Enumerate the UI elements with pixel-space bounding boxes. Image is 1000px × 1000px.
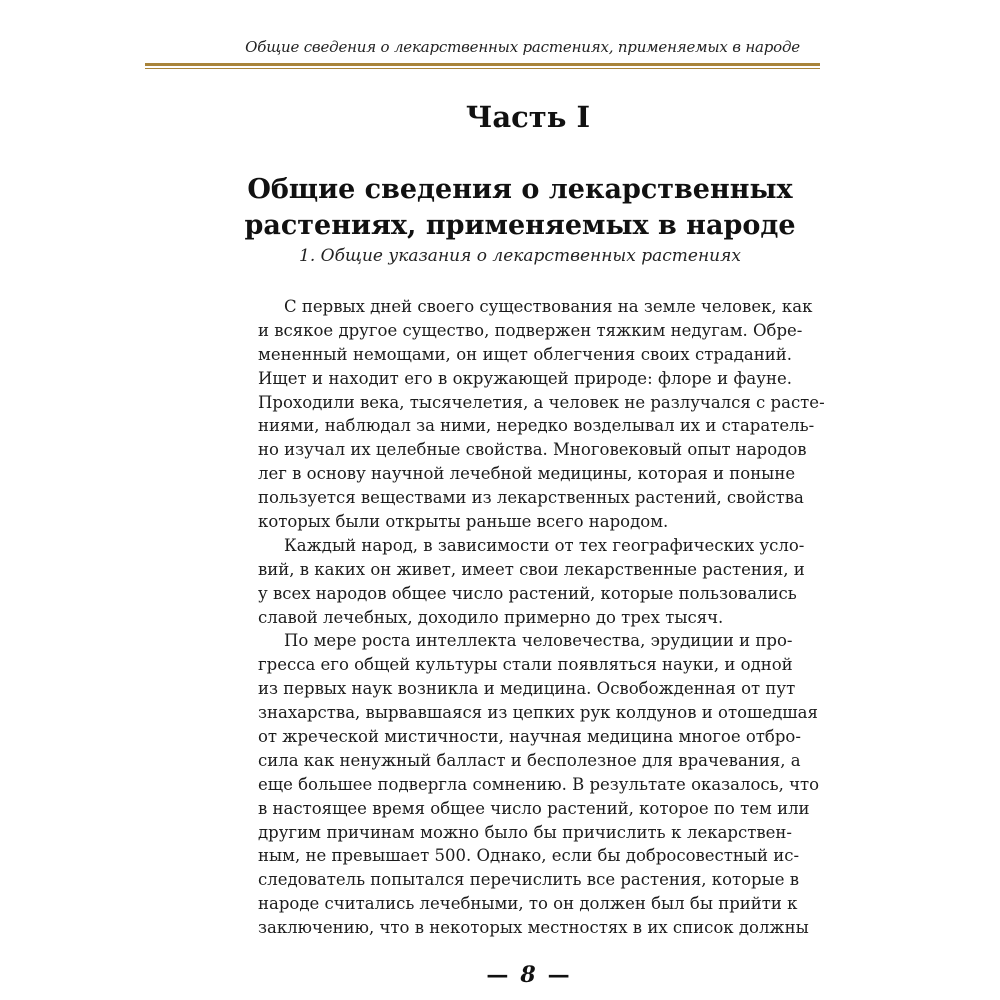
body-line: лег в основу научной лечебной медицины, которая и поныне	[258, 464, 796, 484]
chapter-title	[240, 172, 800, 244]
body-line: вий, в каких он живет, имеет свои лекарственные растения, и	[258, 559, 805, 579]
chapter-title-line-2: растениях, применяемых в народе	[244, 210, 796, 241]
body-line: следователь попытался перечислить все растения, которые в	[258, 870, 800, 890]
body-line: славой лечебных, доходило примерно до трех тысяч.	[258, 607, 724, 627]
body-line: еще большее подвергла сомнению. В результате оказалось, что	[258, 774, 820, 794]
body-line: которых были открыты раньше всего народом.	[258, 512, 669, 532]
body-line: народе считались лечебными, то он должен был бы прийти к	[258, 894, 798, 914]
body-line: от жреческой мистичности, научная медицина многое отбро-	[258, 727, 801, 747]
body-line: знахарства, вырвавшаяся из цепких рук колдунов и отошедшая	[258, 703, 818, 723]
body-line: другим причинам можно было бы причислить к лекарствен-	[258, 822, 792, 842]
section-title: 1. Общие указания о лекарственных растениях	[299, 246, 741, 266]
body-line: Ищет и находит его в окружающей природе: флоре и фауне.	[258, 368, 792, 388]
body-line: заключению, что в некоторых местностях в их список должны	[258, 918, 809, 938]
body-line: и всякое другое существо, подвержен тяжким недугам. Обре-	[258, 320, 803, 340]
part-title: Часть I	[465, 100, 591, 134]
folio-number: 8	[520, 962, 536, 988]
folio-dash-left: —	[486, 962, 509, 988]
body-text	[258, 295, 825, 940]
body-line: По мере роста интеллекта человечества, эрудиции и про-	[284, 631, 793, 651]
body-line: Каждый народ, в зависимости от тех географических усло-	[284, 535, 805, 555]
body-line: гресса его общей культуры стали появляться науки, и одной	[258, 655, 793, 675]
header-rule-thin	[145, 68, 820, 69]
body-line: ниями, наблюдал за ними, нередко возделывал их и старатель-	[258, 416, 815, 436]
body-line: из первых наук возникла и медицина. Освобожденная от пут	[258, 679, 796, 699]
folio-dash-right: —	[547, 962, 570, 988]
body-line: мененный немощами, он ищет облегчения своих страданий.	[258, 344, 792, 364]
page-number	[0, 962, 1000, 988]
body-line: Проходили века, тысячелетия, а человек не разлучался с расте-	[258, 392, 825, 412]
running-head: Общие сведения о лекарственных растениях, применяемых в народе	[245, 38, 800, 56]
body-line: ным, не превышает 500. Однако, если бы добросовестный ис-	[258, 846, 800, 866]
body-line: сила как ненужный балласт и бесполезное для врачевания, а	[258, 750, 801, 770]
body-line: пользуется веществами из лекарственных растений, свойства	[258, 488, 804, 508]
body-line: у всех народов общее число растений, которые пользовались	[258, 583, 797, 603]
body-line: но изучал их целебные свойства. Многовековый опыт народов	[258, 440, 807, 460]
header-rule-thick	[145, 63, 820, 66]
chapter-title-line-1: Общие сведения о лекарственных	[247, 174, 793, 205]
body-line: С первых дней своего существования на земле человек, как	[284, 297, 813, 316]
body-line: в настоящее время общее число растений, которое по тем или	[258, 798, 810, 818]
